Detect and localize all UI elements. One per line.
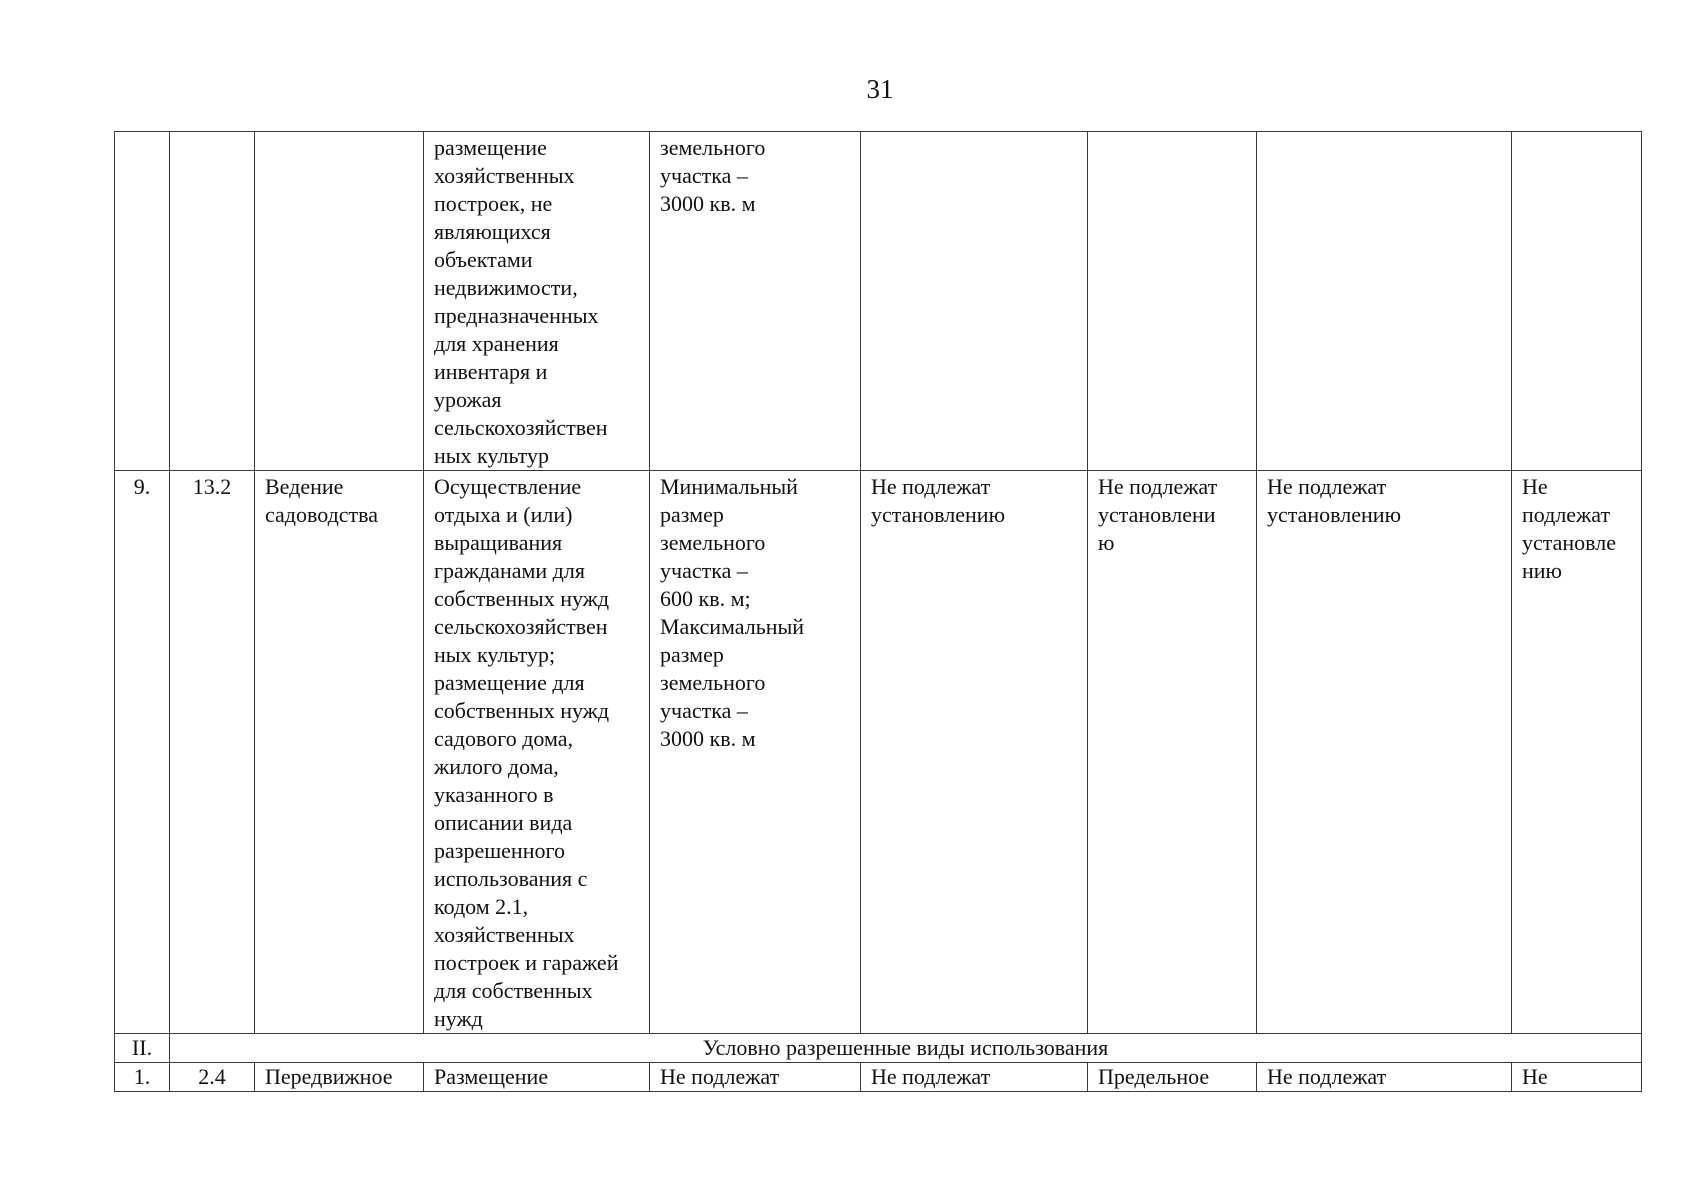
- cell-col7: Предельное: [1088, 1063, 1257, 1092]
- cell-description: размещение хозяйственных построек, не являющихся объектами недвижимости, предназначенных для хранения инвентаря и урожая сельскохозяйствен ных культур: [424, 132, 650, 471]
- cell-plot-size: земельного участка – 3000 кв. м: [650, 132, 861, 471]
- table-row-continuation: [115, 132, 1642, 471]
- cell-name: Передвижное: [255, 1063, 424, 1092]
- cell-col6: Не подлежат: [861, 1063, 1088, 1092]
- cell-plot-size: Не подлежат: [650, 1063, 861, 1092]
- table-row-9: [115, 471, 1642, 1034]
- cell-num: [115, 132, 170, 471]
- cell-col7: Не подлежат установлени ю: [1088, 471, 1257, 1034]
- cell-description: Размещение: [424, 1063, 650, 1092]
- table-row-1: [115, 1063, 1642, 1092]
- page-number: 31: [866, 74, 894, 104]
- section-title: Условно разрешенные виды использования: [170, 1034, 1642, 1063]
- cell-code: [170, 132, 255, 471]
- cell-col8: Не подлежат установлению: [1257, 471, 1512, 1034]
- cell-name: Ведение садоводства: [255, 471, 424, 1034]
- cell-col6: Не подлежат установлению: [861, 471, 1088, 1034]
- cell-code: 2.4: [170, 1063, 255, 1092]
- cell-col9: Не подлежат установле нию: [1512, 471, 1642, 1034]
- land-use-table: [114, 131, 1642, 1092]
- cell-plot-size: Минимальный размер земельного участка – 600 кв. м; Максимальный размер земельного участка – 3000 кв. м: [650, 471, 861, 1034]
- cell-name: [255, 132, 424, 471]
- section-header-row: [115, 1034, 1642, 1063]
- cell-num: 9.: [115, 471, 170, 1034]
- section-number: II.: [115, 1034, 170, 1063]
- cell-col9: [1512, 132, 1642, 471]
- cell-code: 13.2: [170, 471, 255, 1034]
- cell-description: Осуществление отдыха и (или) выращивания гражданами для собственных нужд сельскохозяйствен ных культур; размещение для собственных нужд садового дома, жилого дома, указанного в описании вида разрешенного использования с кодом 2.1, хозяйственных построек и гаражей для собственных нужд: [424, 471, 650, 1034]
- cell-col9: Не: [1512, 1063, 1642, 1092]
- cell-col6: [861, 132, 1088, 471]
- cell-num: 1.: [115, 1063, 170, 1092]
- cell-col8: Не подлежат: [1257, 1063, 1512, 1092]
- cell-col7: [1088, 132, 1257, 471]
- cell-col8: [1257, 132, 1512, 471]
